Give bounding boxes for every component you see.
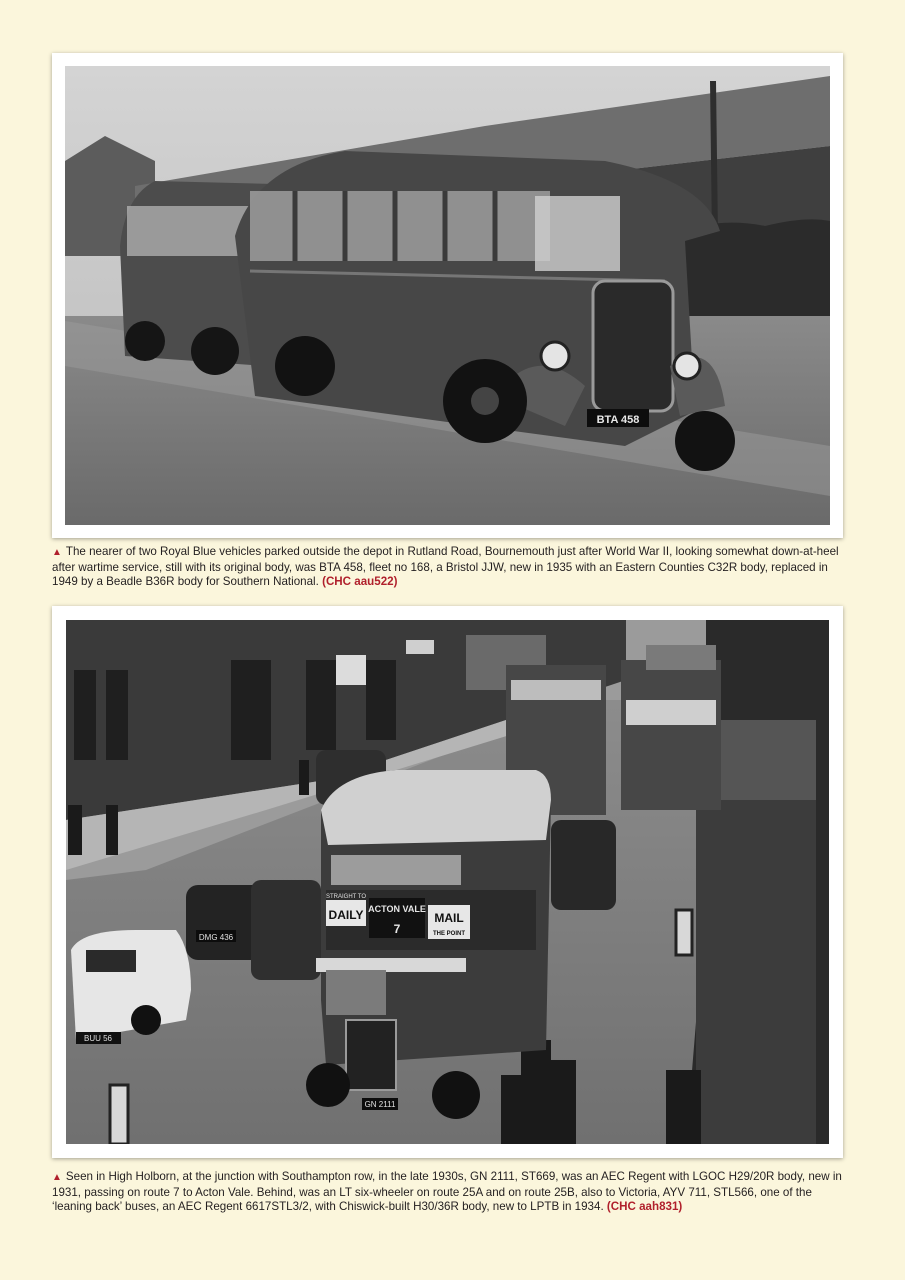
photo-2-advert-daily: DAILY [328, 908, 364, 922]
photo-2-advert-mail: MAIL [434, 911, 464, 925]
photo-2-caption [52, 1170, 852, 1215]
photo-2-car-plate-2: BUU 56 [83, 1034, 113, 1043]
photo-2-advert-the-point: THE POINT [432, 931, 466, 937]
photo-1-royal-blue-coaches [65, 66, 830, 525]
photo-2-route-number: 7 [393, 922, 401, 936]
photo-1-frame [52, 53, 843, 538]
photo-1-registration-plate: BTA 458 [596, 414, 640, 426]
photo-2-credit: (CHC aah831) [606, 1200, 683, 1214]
photo-1-credit: (CHC aau522) [322, 575, 398, 589]
photo-2-high-holborn-street [66, 620, 829, 1144]
photo-1-caption [52, 545, 852, 590]
photo-2-destination-blind: ACTON VALE [368, 904, 426, 914]
caption-arrow-icon: ▲ [52, 547, 62, 558]
caption-arrow-icon: ▲ [52, 1172, 62, 1183]
photo-2-frame [52, 606, 843, 1158]
photo-2-advert-straight-to: STRAIGHT TO [325, 894, 367, 900]
photo-1-caption-text: The nearer of two Royal Blue vehicles parked outside the depot in Rutland Road, Bournemouth just after World War II, looking somewhat down-at-heel after wartime service, still with its original body, was BTA 458, fleet no 168, a Bristol JJW, new in 1935 with an Eastern Counties C32R body, replaced in 1949 by a Beadle B36R body for Southern National. [52, 545, 839, 589]
photo-2-bus-registration: GN 2111 [364, 1100, 396, 1109]
photo-2-car-plate-1: DMG 436 [198, 933, 234, 942]
photo-2-caption-text: Seen in High Holborn, at the junction with Southampton row, in the late 1930s, GN 2111, ST669, was an AEC Regent with LGOC H29/20R body, new in 1931, passing on route 7 to Acton Vale. Behind, was an LT six-wheeler on route 25A and on route 25B, also to Victoria, AYV 711, STL566, one of the ‘leaning back’ buses, an AEC Regent 6617STL3/2, with Chiswick-built H30/36R body, new to LPTB in 1934. [52, 1170, 842, 1214]
